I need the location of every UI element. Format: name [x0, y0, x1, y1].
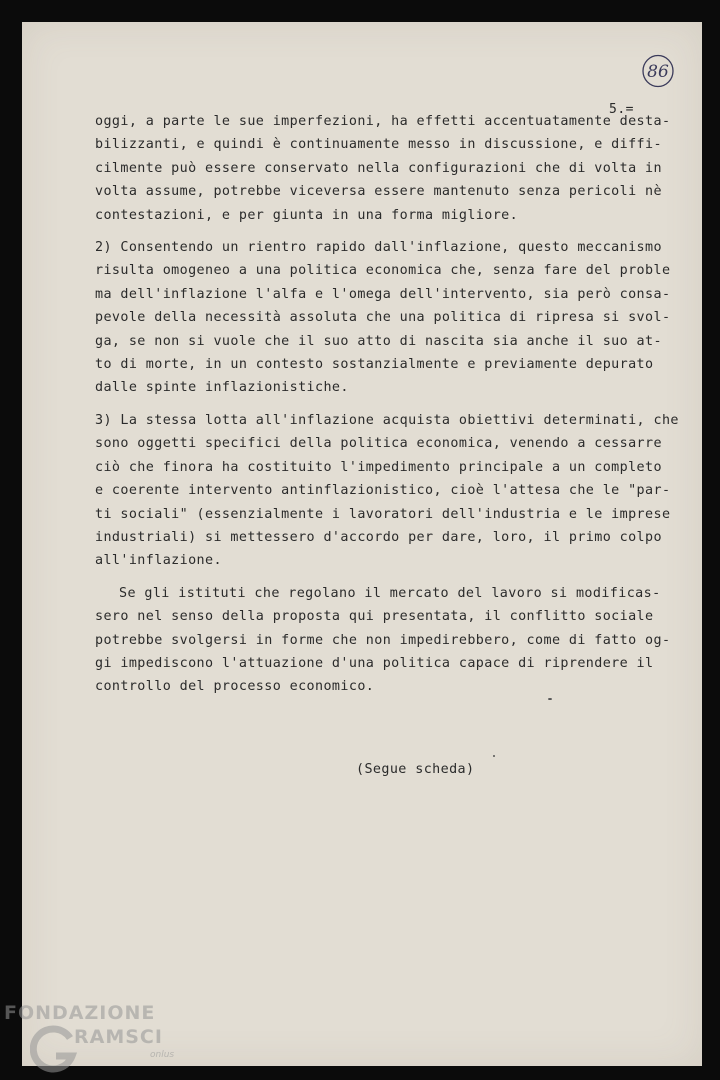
- text-line: contestazioni, e per giunta in una forma migliore.: [95, 207, 519, 223]
- text-line: all'inflazione.: [95, 553, 222, 569]
- watermark-g-logo-icon: [30, 1024, 78, 1074]
- text-line: potrebbe svolgersi in forme che non impedirebbero, come di fatto og-: [95, 632, 671, 648]
- text-line: gi impediscono l'attuazione d'una politica capace di riprendere il: [95, 655, 654, 671]
- paragraph-1: [95, 110, 670, 227]
- closing-note: (Segue scheda): [356, 762, 475, 777]
- text-line: ciò che finora ha costituito l'impedimento principale a un completo: [95, 459, 662, 475]
- text-line: to di morte, in un contesto sostanzialmente e previamente depurato: [95, 357, 654, 373]
- text-line: ma dell'inflazione l'alfa e l'omega dell'intervento, sia però consa-: [95, 286, 671, 302]
- text-line: sono oggetti specifici della politica economica, venendo a cessarre: [95, 436, 662, 452]
- text-line: sero nel senso della proposta qui presentata, il conflitto sociale: [95, 609, 654, 625]
- text-line: Se gli istituti che regolano il mercato del lavoro si modificas-: [119, 585, 661, 601]
- text-line: cilmente può essere conservato nella configurazioni che di volta in: [95, 160, 662, 176]
- watermark: [4, 1000, 204, 1080]
- text-line: risulta omogeneo a una politica economica che, senza fare del proble: [95, 263, 671, 279]
- page-number: 5.=: [609, 102, 634, 117]
- document-page: [22, 22, 702, 1066]
- text-line: pevole della necessità assoluta che una politica di ripresa si svol-: [95, 310, 671, 326]
- text-line: oggi, a parte le sue imperfezioni, ha effetti accentuatamente desta-: [95, 114, 671, 129]
- text-line: controllo del processo economico.: [95, 679, 375, 695]
- text-line: ga, se non si vuole che il suo atto di nascita sia anche il suo at-: [95, 333, 662, 349]
- paragraph-2: [95, 236, 670, 400]
- paragraph-4: [95, 582, 670, 699]
- text-line: bilizzanti, e quindi è continuamente messo in discussione, e diffi-: [95, 137, 662, 153]
- text-line: dalle spinte inflazionistiche.: [95, 380, 349, 396]
- paper-speck: [493, 755, 495, 757]
- text-line: volta assume, potrebbe viceversa essere mantenuto senza pericoli nè: [95, 184, 662, 200]
- text-line: ti sociali" (essenzialmente i lavoratori dell'industria e le imprese: [95, 506, 671, 522]
- paper-speck: [548, 698, 552, 700]
- text-line: e coerente intervento antinflazionistico, cioè l'attesa che le "par-: [95, 483, 671, 499]
- text-line: 2) Consentendo un rientro rapido dall'inflazione, questo meccanismo: [95, 240, 662, 256]
- folio-number: 86: [647, 62, 669, 82]
- body-text: [95, 110, 679, 708]
- folio-stamp: [641, 54, 675, 88]
- text-line: 3) La stessa lotta all'inflazione acquista obiettivi determinati, che: [95, 412, 679, 428]
- watermark-subtitle: RAMSCI: [74, 1026, 163, 1048]
- watermark-small: onlus: [150, 1050, 175, 1060]
- paragraph-3: [95, 409, 679, 573]
- text-line: industriali) si mettessero d'accordo per dare, loro, il primo colpo: [95, 529, 662, 545]
- watermark-title: FONDAZIONE: [4, 1002, 156, 1024]
